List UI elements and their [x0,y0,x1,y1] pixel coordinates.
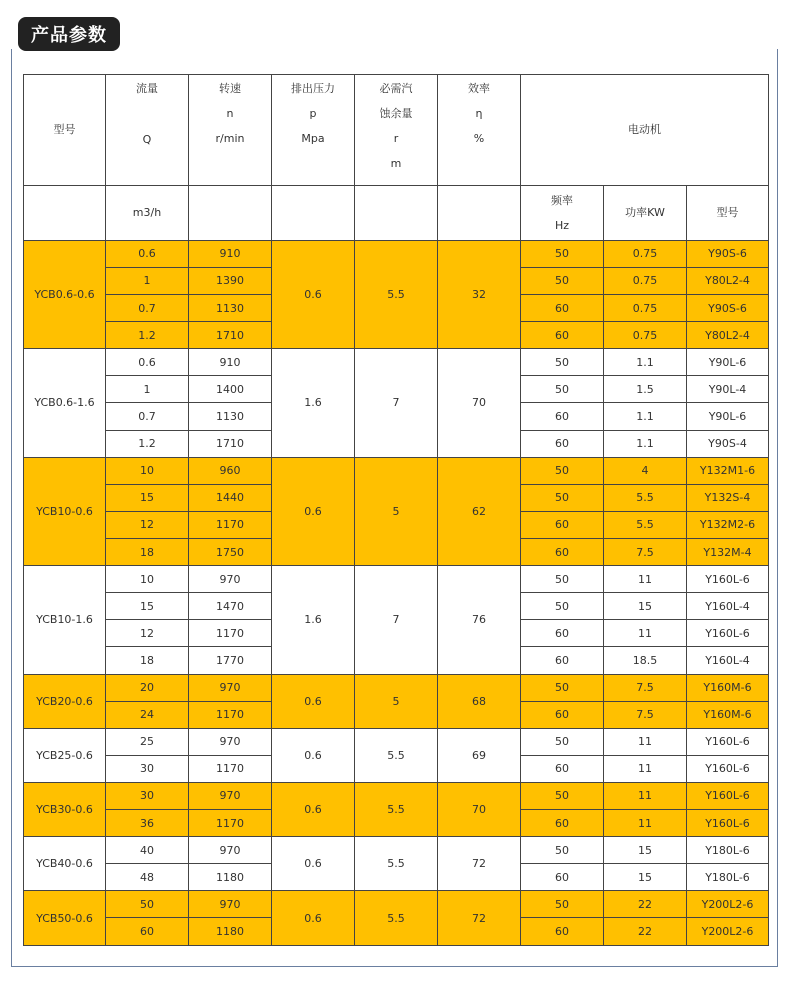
flow-cell: 12 [106,511,189,538]
npsh-cell: 5.5 [355,240,438,348]
freq-cell: 60 [521,511,604,538]
freq-cell: 50 [521,566,604,593]
power-cell: 15 [604,864,687,891]
flow-cell: 15 [106,484,189,511]
table-row [24,674,769,701]
power-cell: 15 [604,593,687,620]
table-row [24,837,769,864]
power-cell: 11 [604,566,687,593]
motor-model-cell: Y80L2-4 [687,322,769,349]
flow-cell: 40 [106,837,189,864]
motor-model-cell: Y160L-6 [687,810,769,837]
freq-cell: 60 [521,810,604,837]
speed-cell: 970 [189,728,272,755]
pressure-cell: 0.6 [272,782,355,836]
page-title: 产品参数 [18,17,120,51]
header-model: 型号 [24,75,106,186]
freq-cell: 50 [521,674,604,701]
flow-cell: 20 [106,674,189,701]
pressure-cell: 1.6 [272,349,355,457]
speed-cell: 1130 [189,294,272,321]
motor-model-cell: Y160L-6 [687,728,769,755]
npsh-cell: 7 [355,566,438,674]
speed-cell: 1770 [189,647,272,674]
power-cell: 7.5 [604,674,687,701]
power-cell: 0.75 [604,240,687,267]
efficiency-cell: 62 [438,457,521,565]
speed-cell: 1130 [189,403,272,430]
motor-model-cell: Y200L2-6 [687,891,769,918]
pressure-cell: 1.6 [272,566,355,674]
motor-model-cell: Y90L-4 [687,376,769,403]
power-cell: 0.75 [604,294,687,321]
flow-cell: 24 [106,701,189,728]
motor-model-cell: Y160L-6 [687,620,769,647]
freq-cell: 50 [521,240,604,267]
npsh-cell: 5.5 [355,728,438,782]
pressure-cell: 0.6 [272,837,355,891]
efficiency-cell: 72 [438,891,521,946]
freq-cell: 60 [521,701,604,728]
motor-model-cell: Y132M2-6 [687,511,769,538]
flow-cell: 0.7 [106,403,189,430]
header-blank-2 [189,185,272,240]
motor-model-cell: Y160L-6 [687,566,769,593]
flow-cell: 1 [106,267,189,294]
flow-cell: 15 [106,593,189,620]
efficiency-cell: 69 [438,728,521,782]
freq-cell: 60 [521,403,604,430]
speed-cell: 1750 [189,538,272,565]
header-freq: 频率 Hz [521,185,604,240]
header-npsh: 必需汽 蚀余量 r m [355,75,438,186]
power-cell: 11 [604,755,687,782]
power-cell: 0.75 [604,267,687,294]
model-cell: YCB10-1.6 [24,566,106,674]
motor-model-cell: Y160L-6 [687,755,769,782]
efficiency-cell: 70 [438,782,521,836]
freq-cell: 50 [521,593,604,620]
freq-cell: 50 [521,484,604,511]
flow-cell: 0.7 [106,294,189,321]
freq-cell: 50 [521,267,604,294]
npsh-cell: 5.5 [355,891,438,946]
pressure-cell: 0.6 [272,674,355,728]
power-cell: 22 [604,891,687,918]
pressure-cell: 0.6 [272,457,355,565]
motor-model-cell: Y160L-4 [687,647,769,674]
motor-model-cell: Y90L-6 [687,403,769,430]
power-cell: 15 [604,837,687,864]
motor-model-cell: Y80L2-4 [687,267,769,294]
flow-cell: 10 [106,566,189,593]
power-cell: 11 [604,782,687,809]
header-blank-3 [272,185,355,240]
header-efficiency: 效率 η % [438,75,521,186]
model-cell: YCB50-0.6 [24,891,106,946]
freq-cell: 50 [521,782,604,809]
flow-cell: 1.2 [106,430,189,457]
speed-cell: 1170 [189,620,272,647]
flow-cell: 48 [106,864,189,891]
pressure-cell: 0.6 [272,728,355,782]
motor-model-cell: Y90L-6 [687,349,769,376]
power-cell: 1.1 [604,430,687,457]
header-flow: 流量 Q [106,75,189,186]
speed-cell: 1470 [189,593,272,620]
header-power: 功率KW [604,185,687,240]
spec-table [23,74,769,946]
speed-cell: 1390 [189,267,272,294]
model-cell: YCB0.6-0.6 [24,240,106,348]
flow-cell: 10 [106,457,189,484]
header-blank-4 [355,185,438,240]
model-cell: YCB0.6-1.6 [24,349,106,457]
freq-cell: 50 [521,349,604,376]
pressure-cell: 0.6 [272,240,355,348]
freq-cell: 50 [521,891,604,918]
table-row [24,728,769,755]
freq-cell: 50 [521,376,604,403]
efficiency-cell: 76 [438,566,521,674]
npsh-cell: 5 [355,674,438,728]
speed-cell: 1180 [189,918,272,946]
power-cell: 1.1 [604,349,687,376]
speed-cell: 970 [189,566,272,593]
flow-cell: 30 [106,755,189,782]
npsh-cell: 5.5 [355,782,438,836]
flow-cell: 12 [106,620,189,647]
freq-cell: 60 [521,647,604,674]
power-cell: 11 [604,810,687,837]
freq-cell: 60 [521,620,604,647]
speed-cell: 910 [189,240,272,267]
speed-cell: 910 [189,349,272,376]
speed-cell: 1170 [189,701,272,728]
header-motor: 电动机 [521,75,769,186]
motor-model-cell: Y160L-4 [687,593,769,620]
model-cell: YCB30-0.6 [24,782,106,836]
power-cell: 22 [604,918,687,946]
header-pressure: 排出压力 p Mpa [272,75,355,186]
power-cell: 1.1 [604,403,687,430]
motor-model-cell: Y200L2-6 [687,918,769,946]
speed-cell: 1400 [189,376,272,403]
efficiency-cell: 70 [438,349,521,457]
model-cell: YCB10-0.6 [24,457,106,565]
motor-model-cell: Y160L-6 [687,782,769,809]
motor-model-cell: Y90S-6 [687,294,769,321]
power-cell: 7.5 [604,701,687,728]
efficiency-cell: 68 [438,674,521,728]
speed-cell: 1710 [189,322,272,349]
power-cell: 11 [604,620,687,647]
freq-cell: 50 [521,837,604,864]
npsh-cell: 7 [355,349,438,457]
speed-cell: 970 [189,782,272,809]
efficiency-cell: 32 [438,240,521,348]
npsh-cell: 5 [355,457,438,565]
speed-cell: 970 [189,891,272,918]
speed-cell: 1440 [189,484,272,511]
motor-model-cell: Y132S-4 [687,484,769,511]
header-blank-5 [438,185,521,240]
speed-cell: 960 [189,457,272,484]
power-cell: 18.5 [604,647,687,674]
header-motor-model: 型号 [687,185,769,240]
model-cell: YCB40-0.6 [24,837,106,891]
freq-cell: 60 [521,918,604,946]
table-row [24,240,769,267]
freq-cell: 60 [521,294,604,321]
power-cell: 7.5 [604,538,687,565]
speed-cell: 1170 [189,810,272,837]
freq-cell: 60 [521,864,604,891]
flow-cell: 0.6 [106,349,189,376]
motor-model-cell: Y90S-4 [687,430,769,457]
table-row [24,457,769,484]
motor-model-cell: Y132M-4 [687,538,769,565]
motor-model-cell: Y180L-6 [687,837,769,864]
motor-model-cell: Y160M-6 [687,674,769,701]
spec-table-body [24,75,769,946]
model-cell: YCB25-0.6 [24,728,106,782]
motor-model-cell: Y132M1-6 [687,457,769,484]
power-cell: 5.5 [604,511,687,538]
power-cell: 1.5 [604,376,687,403]
pressure-cell: 0.6 [272,891,355,946]
flow-cell: 18 [106,647,189,674]
flow-cell: 60 [106,918,189,946]
table-row [24,782,769,809]
header-speed: 转速 n r/min [189,75,272,186]
motor-model-cell: Y180L-6 [687,864,769,891]
freq-cell: 60 [521,755,604,782]
table-row [24,891,769,918]
flow-cell: 0.6 [106,240,189,267]
speed-cell: 1180 [189,864,272,891]
npsh-cell: 5.5 [355,837,438,891]
motor-model-cell: Y160M-6 [687,701,769,728]
flow-cell: 25 [106,728,189,755]
header-row-2 [24,185,769,240]
freq-cell: 50 [521,457,604,484]
speed-cell: 970 [189,674,272,701]
power-cell: 0.75 [604,322,687,349]
power-cell: 4 [604,457,687,484]
power-cell: 5.5 [604,484,687,511]
motor-model-cell: Y90S-6 [687,240,769,267]
model-cell: YCB20-0.6 [24,674,106,728]
power-cell: 11 [604,728,687,755]
header-row-1 [24,75,769,186]
speed-cell: 1710 [189,430,272,457]
flow-cell: 30 [106,782,189,809]
flow-cell: 1 [106,376,189,403]
efficiency-cell: 72 [438,837,521,891]
flow-cell: 18 [106,538,189,565]
freq-cell: 60 [521,322,604,349]
flow-cell: 1.2 [106,322,189,349]
table-row [24,349,769,376]
header-flow-unit: m3/h [106,185,189,240]
flow-cell: 36 [106,810,189,837]
freq-cell: 60 [521,430,604,457]
header-blank-1 [24,185,106,240]
speed-cell: 970 [189,837,272,864]
freq-cell: 60 [521,538,604,565]
speed-cell: 1170 [189,755,272,782]
flow-cell: 50 [106,891,189,918]
speed-cell: 1170 [189,511,272,538]
table-row [24,566,769,593]
freq-cell: 50 [521,728,604,755]
